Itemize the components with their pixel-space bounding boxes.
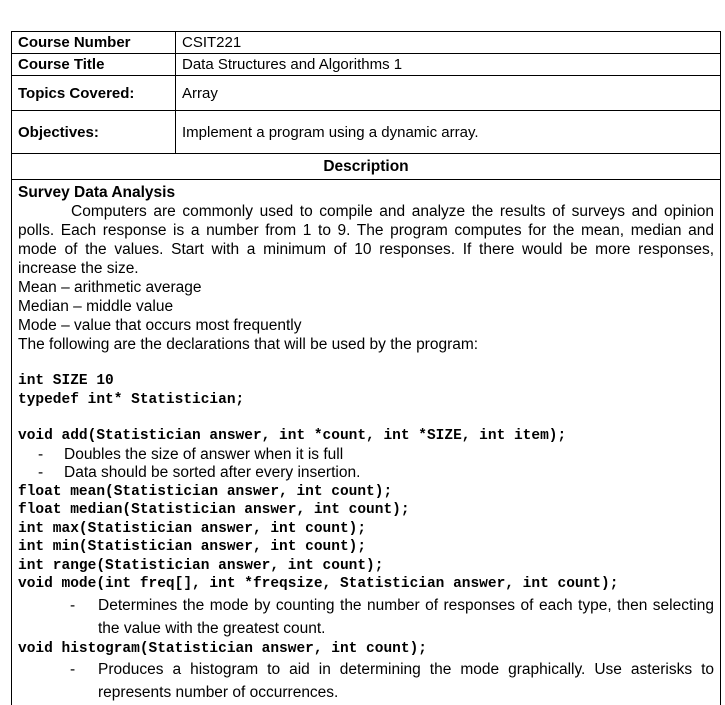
dash-bullet: - [70, 596, 76, 614]
code-line: int min(Statistician answer, int count); [18, 539, 367, 555]
code-line: float median(Statistician answer, int count); [18, 502, 410, 518]
course-number-row [12, 32, 720, 54]
dash-bullet: - [38, 464, 44, 481]
mode-note-text: Determines the mode by counting the number of responses of each type, then selecting the value with the greatest count. [98, 596, 714, 637]
description-title: Survey Data Analysis [18, 184, 176, 201]
course-number-label: Course Number [12, 32, 176, 53]
course-title-label: Course Title [12, 54, 176, 75]
objectives-row [12, 111, 720, 154]
code-line: int max(Statistician answer, int count); [18, 520, 367, 537]
add-note [18, 446, 714, 465]
description-header: Description [12, 154, 720, 180]
topics-value: Array [182, 84, 218, 102]
add-note [18, 464, 714, 483]
definition-line: Median – middle value [18, 298, 174, 315]
course-document [11, 31, 721, 705]
definition-line: Mean – arithmetic average [18, 279, 202, 296]
declarations-intro: The following are the declarations that will be used by the program: [18, 336, 479, 353]
course-title-row [12, 54, 720, 76]
topics-row [12, 76, 720, 111]
description-intro: Computers are commonly used to compile and analyze the results of surveys and opinion polls. Each response is a number from 1 to 9. The program computes for the mean, median and mode of the values. Start with a minimum of 10 responses. If there would be more responses, increase the size. [18, 203, 714, 277]
code-line: typedef int* Statistician; [18, 391, 245, 408]
histogram-note [18, 658, 714, 704]
dash-bullet: - [70, 661, 76, 678]
course-title-value: Data Structures and Algorithms 1 [182, 56, 403, 73]
code-line-histogram: void histogram(Statistician answer, int count); [18, 640, 427, 657]
objectives-label: Objectives: [12, 111, 176, 153]
code-line: void mode(int freq[], int *freqsize, Statistician answer, int count); [18, 576, 619, 592]
code-line: int SIZE 10 [18, 373, 114, 389]
code-line: float mean(Statistician answer, int count); [18, 483, 393, 500]
topics-label: Topics Covered: [12, 76, 176, 110]
code-line-add: void add(Statistician answer, int *count, int *SIZE, int item); [18, 428, 567, 444]
course-number-value: CSIT221 [182, 34, 242, 51]
add-note-text: Doubles the size of answer when it is full [64, 445, 344, 463]
dash-bullet: - [38, 445, 44, 463]
histogram-note-text: Produces a histogram to aid in determining the mode graphically. Use asterisks to represents number of occurrences. [98, 661, 714, 701]
objectives-value: Implement a program using a dynamic array. [182, 123, 479, 141]
description-body [12, 180, 720, 704]
add-note-text: Data should be sorted after every insertion. [64, 464, 361, 481]
definition-line: Mode – value that occurs most frequently [18, 317, 302, 334]
mode-note [18, 594, 714, 640]
code-line: int range(Statistician answer, int count); [18, 557, 384, 574]
